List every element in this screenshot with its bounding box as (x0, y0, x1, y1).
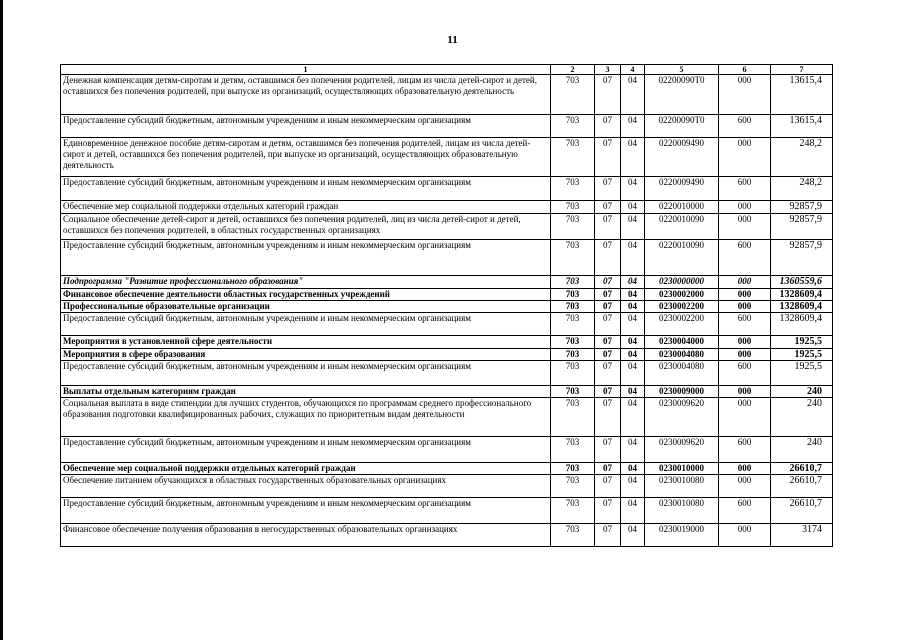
amount-cell: 248,2 (771, 138, 833, 177)
subsection-code-cell: 04 (621, 276, 645, 289)
section-code-cell: 07 (595, 336, 621, 349)
expense-type-cell: 000 (719, 475, 771, 498)
row-name-cell: Единовременное денежное пособие детям-сиротам и детям, оставшимся без попечения родителей, лицам из числа детей-сирот и детей, оставшихся без попечения родителей, при выпуске из организаций, осуществляющих образовательную деятельность (61, 138, 551, 177)
amount-cell: 1328609,4 (771, 301, 833, 313)
target-article-cell: 0220010090 (645, 214, 719, 240)
page-number: 11 (447, 34, 458, 46)
table-row (61, 75, 833, 115)
ministry-code-cell: 703 (551, 463, 595, 475)
table-row (61, 289, 833, 301)
table-header-row (61, 65, 833, 75)
expense-type-cell: 000 (719, 214, 771, 240)
amount-cell: 3174 (771, 524, 833, 547)
expense-type-cell: 000 (719, 75, 771, 115)
table-row (61, 386, 833, 398)
table-row (61, 361, 833, 386)
table-row (61, 240, 833, 276)
subsection-code-cell: 04 (621, 398, 645, 437)
subsection-code-cell: 04 (621, 349, 645, 361)
row-name-cell: Предоставление субсидий бюджетным, автономным учреждениям и иным некоммерческим организациям (61, 240, 551, 276)
expense-type-cell: 600 (719, 437, 771, 463)
expense-type-cell: 600 (719, 313, 771, 336)
table-row (61, 475, 833, 498)
table-row (61, 398, 833, 437)
target-article-cell: 0230009620 (645, 437, 719, 463)
expense-type-cell: 600 (719, 115, 771, 138)
section-code-cell: 07 (595, 313, 621, 336)
ministry-code-cell: 703 (551, 75, 595, 115)
target-article-cell: 0230004080 (645, 349, 719, 361)
expense-type-cell: 000 (719, 138, 771, 177)
ministry-code-cell: 703 (551, 398, 595, 437)
expense-type-cell: 000 (719, 524, 771, 547)
budget-table (60, 64, 833, 547)
section-code-cell: 07 (595, 201, 621, 214)
subsection-code-cell: 04 (621, 313, 645, 336)
target-article-cell: 0230004000 (645, 336, 719, 349)
ministry-code-cell: 703 (551, 289, 595, 301)
row-name-cell: Подпрограмма "Развитие профессионального образования" (61, 276, 551, 289)
row-name-cell: Обеспечение питанием обучающихся в областных государственных образовательных организациях (61, 475, 551, 498)
target-article-cell: 0230002200 (645, 301, 719, 313)
table-row (61, 201, 833, 214)
amount-cell: 240 (771, 437, 833, 463)
subsection-code-cell: 04 (621, 240, 645, 276)
amount-cell: 240 (771, 398, 833, 437)
expense-type-cell: 000 (719, 386, 771, 398)
row-name-cell: Обеспечение мер социальной поддержки отдельных категорий граждан (61, 201, 551, 214)
target-article-cell: 0230002000 (645, 289, 719, 301)
section-code-cell: 07 (595, 214, 621, 240)
column-header: 5 (645, 65, 719, 75)
expense-type-cell: 600 (719, 361, 771, 386)
ministry-code-cell: 703 (551, 361, 595, 386)
target-article-cell: 0230010000 (645, 463, 719, 475)
section-code-cell: 07 (595, 138, 621, 177)
target-article-cell: 0220010000 (645, 201, 719, 214)
expense-type-cell: 600 (719, 177, 771, 201)
subsection-code-cell: 04 (621, 361, 645, 386)
target-article-cell: 0230009000 (645, 386, 719, 398)
amount-cell: 92857,9 (771, 240, 833, 276)
amount-cell: 13615,4 (771, 75, 833, 115)
amount-cell: 240 (771, 386, 833, 398)
subsection-code-cell: 04 (621, 336, 645, 349)
subsection-code-cell: 04 (621, 138, 645, 177)
target-article-cell: 0230002200 (645, 313, 719, 336)
table-row (61, 138, 833, 177)
target-article-cell: 0230009620 (645, 398, 719, 437)
row-name-cell: Денежная компенсация детям-сиротам и детям, оставшимся без попечения родителей, лицам из числа детей-сирот и детей, оставшихся без попечения родителей, при выпуске из организаций, осуществляющих образовательную деятельность (61, 75, 551, 115)
amount-cell: 26610,7 (771, 475, 833, 498)
section-code-cell: 07 (595, 524, 621, 547)
subsection-code-cell: 04 (621, 201, 645, 214)
expense-type-cell: 000 (719, 398, 771, 437)
target-article-cell: 0230019000 (645, 524, 719, 547)
expense-type-cell: 000 (719, 301, 771, 313)
row-name-cell: Социальное обеспечение детей-сирот и детей, оставшихся без попечения родителей, лиц из числа детей-сирот и детей, оставшихся без попечения родителей, в областных государственных организациях (61, 214, 551, 240)
row-name-cell: Предоставление субсидий бюджетным, автономным учреждениям и иным некоммерческим организациям (61, 498, 551, 524)
row-name-cell: Предоставление субсидий бюджетным, автономным учреждениям и иным некоммерческим организациям (61, 437, 551, 463)
subsection-code-cell: 04 (621, 524, 645, 547)
table-row (61, 336, 833, 349)
amount-cell: 1925,5 (771, 336, 833, 349)
row-name-cell: Мероприятия в сфере образования (61, 349, 551, 361)
ministry-code-cell: 703 (551, 177, 595, 201)
row-name-cell: Финансовое обеспечение деятельности областных государственных учреждений (61, 289, 551, 301)
table-row (61, 276, 833, 289)
amount-cell: 1328609,4 (771, 289, 833, 301)
budget-table-body (61, 65, 833, 547)
expense-type-cell: 000 (719, 276, 771, 289)
section-code-cell: 07 (595, 398, 621, 437)
section-code-cell: 07 (595, 349, 621, 361)
table-row (61, 313, 833, 336)
expense-type-cell: 000 (719, 336, 771, 349)
ministry-code-cell: 703 (551, 336, 595, 349)
section-code-cell: 07 (595, 301, 621, 313)
expense-type-cell: 000 (719, 201, 771, 214)
ministry-code-cell: 703 (551, 524, 595, 547)
section-code-cell: 07 (595, 276, 621, 289)
subsection-code-cell: 04 (621, 475, 645, 498)
amount-cell: 248,2 (771, 177, 833, 201)
subsection-code-cell: 04 (621, 301, 645, 313)
row-name-cell: Финансовое обеспечение получения образования в негосударственных образовательных организациях (61, 524, 551, 547)
target-article-cell: 0220009490 (645, 177, 719, 201)
expense-type-cell: 600 (719, 498, 771, 524)
amount-cell: 92857,9 (771, 201, 833, 214)
column-header: 2 (551, 65, 595, 75)
target-article-cell: 0220009490 (645, 138, 719, 177)
amount-cell: 13615,4 (771, 115, 833, 138)
ministry-code-cell: 703 (551, 214, 595, 240)
section-code-cell: 07 (595, 386, 621, 398)
subsection-code-cell: 04 (621, 115, 645, 138)
amount-cell: 1328609,4 (771, 313, 833, 336)
amount-cell: 1360559,6 (771, 276, 833, 289)
subsection-code-cell: 04 (621, 289, 645, 301)
ministry-code-cell: 703 (551, 349, 595, 361)
row-name-cell: Выплаты отдельным категориям граждан (61, 386, 551, 398)
column-header: 4 (621, 65, 645, 75)
column-header: 3 (595, 65, 621, 75)
subsection-code-cell: 04 (621, 498, 645, 524)
column-header: 7 (771, 65, 833, 75)
amount-cell: 26610,7 (771, 498, 833, 524)
amount-cell: 1925,5 (771, 361, 833, 386)
section-code-cell: 07 (595, 115, 621, 138)
ministry-code-cell: 703 (551, 115, 595, 138)
target-article-cell: 0220010090 (645, 240, 719, 276)
subsection-code-cell: 04 (621, 463, 645, 475)
table-row (61, 498, 833, 524)
target-article-cell: 0230004080 (645, 361, 719, 386)
section-code-cell: 07 (595, 437, 621, 463)
row-name-cell: Социальная выплата в виде стипендии для лучших студентов, обучающихся по программам среднего профессионального образования подготовки квалифицированных рабочих, служащих по приоритетным видам деятельности (61, 398, 551, 437)
subsection-code-cell: 04 (621, 75, 645, 115)
expense-type-cell: 000 (719, 463, 771, 475)
section-code-cell: 07 (595, 240, 621, 276)
section-code-cell: 07 (595, 75, 621, 115)
ministry-code-cell: 703 (551, 240, 595, 276)
table-row (61, 301, 833, 313)
section-code-cell: 07 (595, 289, 621, 301)
subsection-code-cell: 04 (621, 386, 645, 398)
column-header: 1 (61, 65, 551, 75)
target-article-cell: 0230010080 (645, 475, 719, 498)
ministry-code-cell: 703 (551, 276, 595, 289)
section-code-cell: 07 (595, 463, 621, 475)
section-code-cell: 07 (595, 361, 621, 386)
table-row (61, 463, 833, 475)
target-article-cell: 02200090Т0 (645, 75, 719, 115)
ministry-code-cell: 703 (551, 386, 595, 398)
row-name-cell: Мероприятия в установленной сфере деятельности (61, 336, 551, 349)
expense-type-cell: 000 (719, 349, 771, 361)
row-name-cell: Предоставление субсидий бюджетным, автономным учреждениям и иным некоммерческим организациям (61, 177, 551, 201)
row-name-cell: Предоставление субсидий бюджетным, автономным учреждениям и иным некоммерческим организациям (61, 115, 551, 138)
expense-type-cell: 600 (719, 240, 771, 276)
section-code-cell: 07 (595, 475, 621, 498)
section-code-cell: 07 (595, 177, 621, 201)
section-code-cell: 07 (595, 498, 621, 524)
ministry-code-cell: 703 (551, 437, 595, 463)
column-header: 6 (719, 65, 771, 75)
row-name-cell: Профессиональные образовательные организации (61, 301, 551, 313)
ministry-code-cell: 703 (551, 498, 595, 524)
subsection-code-cell: 04 (621, 437, 645, 463)
target-article-cell: 02200090Т0 (645, 115, 719, 138)
expense-type-cell: 000 (719, 289, 771, 301)
ministry-code-cell: 703 (551, 138, 595, 177)
target-article-cell: 0230010080 (645, 498, 719, 524)
ministry-code-cell: 703 (551, 475, 595, 498)
ministry-code-cell: 703 (551, 313, 595, 336)
row-name-cell: Предоставление субсидий бюджетным, автономным учреждениям и иным некоммерческим организациям (61, 361, 551, 386)
target-article-cell: 0230000000 (645, 276, 719, 289)
table-row (61, 115, 833, 138)
amount-cell: 92857,9 (771, 214, 833, 240)
table-row (61, 349, 833, 361)
amount-cell: 26610,7 (771, 463, 833, 475)
table-row (61, 437, 833, 463)
row-name-cell: Обеспечение мер социальной поддержки отдельных категорий граждан (61, 463, 551, 475)
amount-cell: 1925,5 (771, 349, 833, 361)
row-name-cell: Предоставление субсидий бюджетным, автономным учреждениям и иным некоммерческим организациям (61, 313, 551, 336)
table-row (61, 214, 833, 240)
subsection-code-cell: 04 (621, 177, 645, 201)
table-row (61, 524, 833, 547)
table-row (61, 177, 833, 201)
ministry-code-cell: 703 (551, 201, 595, 214)
scan-left-edge (0, 0, 3, 640)
ministry-code-cell: 703 (551, 301, 595, 313)
subsection-code-cell: 04 (621, 214, 645, 240)
